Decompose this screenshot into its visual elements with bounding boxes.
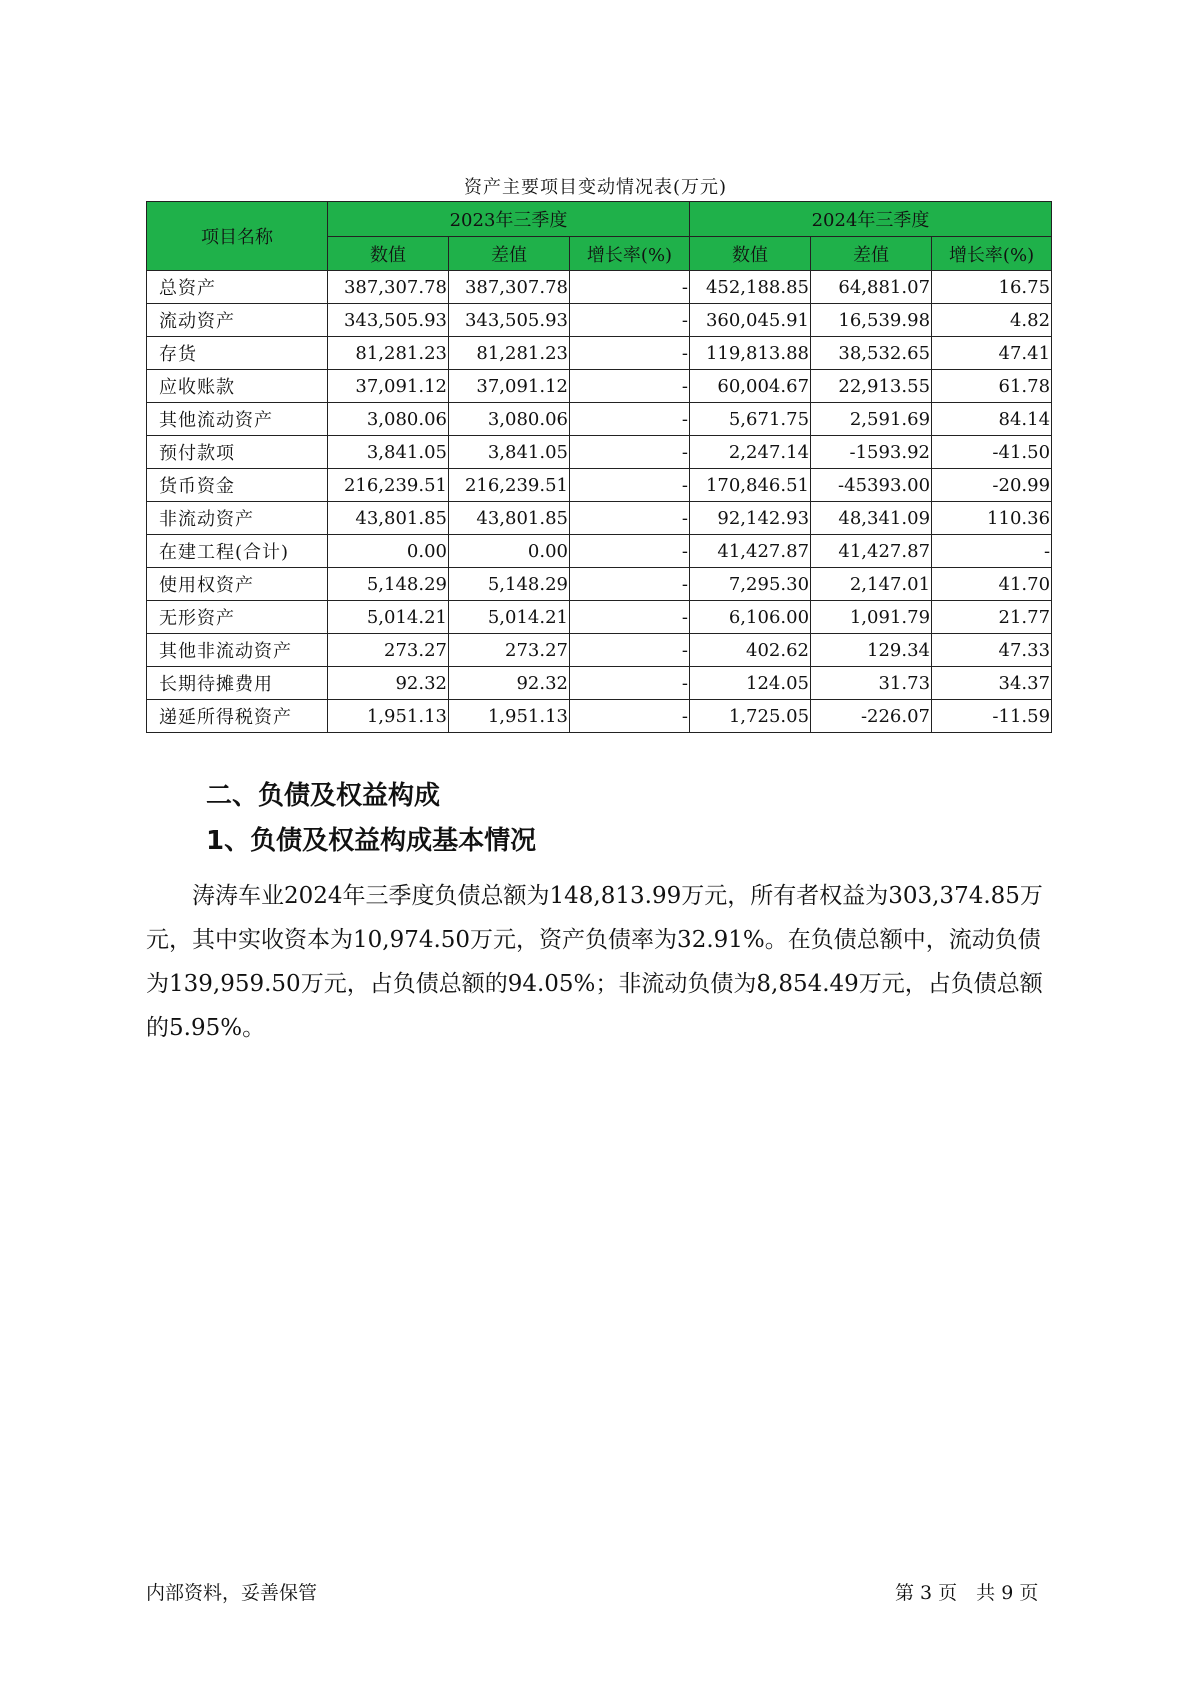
row-name: 其他非流动资产 bbox=[147, 634, 328, 667]
growth-2023: - bbox=[570, 700, 690, 733]
row-name: 总资产 bbox=[147, 271, 328, 304]
row-name: 预付款项 bbox=[147, 436, 328, 469]
table-row bbox=[147, 667, 1052, 700]
table-row bbox=[147, 601, 1052, 634]
growth-2023: - bbox=[570, 634, 690, 667]
value-2023: 92.32 bbox=[328, 667, 449, 700]
growth-2023: - bbox=[570, 403, 690, 436]
row-name: 应收账款 bbox=[147, 370, 328, 403]
value-2024: 7,295.30 bbox=[690, 568, 811, 601]
diff-2024: 2,147.01 bbox=[811, 568, 932, 601]
row-name: 存货 bbox=[147, 337, 328, 370]
diff-2023: 273.27 bbox=[449, 634, 570, 667]
diff-2024: 31.73 bbox=[811, 667, 932, 700]
growth-2024: 16.75 bbox=[932, 271, 1052, 304]
table-caption: 资产主要项目变动情况表(万元) bbox=[463, 177, 728, 198]
diff-2023: 37,091.12 bbox=[449, 370, 570, 403]
diff-2024: 41,427.87 bbox=[811, 535, 932, 568]
value-2023: 5,014.21 bbox=[328, 601, 449, 634]
header-item-name: 项目名称 bbox=[147, 202, 328, 271]
diff-2023: 343,505.93 bbox=[449, 304, 570, 337]
growth-2023: - bbox=[570, 436, 690, 469]
growth-2023: - bbox=[570, 601, 690, 634]
table-row bbox=[147, 403, 1052, 436]
diff-2024: 1,091.79 bbox=[811, 601, 932, 634]
table-row bbox=[147, 436, 1052, 469]
value-2023: 3,841.05 bbox=[328, 436, 449, 469]
header-period-2024: 2024年三季度 bbox=[690, 202, 1052, 237]
growth-2024: -41.50 bbox=[932, 436, 1052, 469]
row-name: 在建工程(合计) bbox=[147, 535, 328, 568]
diff-2024: 38,532.65 bbox=[811, 337, 932, 370]
value-2024: 124.05 bbox=[690, 667, 811, 700]
diff-2023: 81,281.23 bbox=[449, 337, 570, 370]
table-row bbox=[147, 502, 1052, 535]
growth-2024: 47.41 bbox=[932, 337, 1052, 370]
table-row bbox=[147, 535, 1052, 568]
body-paragraph-container bbox=[146, 874, 1051, 1050]
row-name: 其他流动资产 bbox=[147, 403, 328, 436]
growth-2023: - bbox=[570, 469, 690, 502]
value-2024: 92,142.93 bbox=[690, 502, 811, 535]
diff-2024: 16,539.98 bbox=[811, 304, 932, 337]
growth-2023: - bbox=[570, 337, 690, 370]
diff-2023: 43,801.85 bbox=[449, 502, 570, 535]
asset-change-table bbox=[146, 201, 1052, 733]
value-2023: 343,505.93 bbox=[328, 304, 449, 337]
table-row bbox=[147, 304, 1052, 337]
value-2024: 41,427.87 bbox=[690, 535, 811, 568]
diff-2024: 48,341.09 bbox=[811, 502, 932, 535]
diff-2023: 5,148.29 bbox=[449, 568, 570, 601]
table-row bbox=[147, 700, 1052, 733]
growth-2024: 4.82 bbox=[932, 304, 1052, 337]
growth-2023: - bbox=[570, 568, 690, 601]
growth-2024: 34.37 bbox=[932, 667, 1052, 700]
diff-2024: -45393.00 bbox=[811, 469, 932, 502]
growth-2024: 21.77 bbox=[932, 601, 1052, 634]
growth-2023: - bbox=[570, 304, 690, 337]
table-row bbox=[147, 634, 1052, 667]
growth-2024: 84.14 bbox=[932, 403, 1052, 436]
header-2024-value: 数值 bbox=[690, 237, 811, 271]
diff-2024: 129.34 bbox=[811, 634, 932, 667]
growth-2023: - bbox=[570, 535, 690, 568]
diff-2024: -226.07 bbox=[811, 700, 932, 733]
growth-2024: 110.36 bbox=[932, 502, 1052, 535]
diff-2024: 64,881.07 bbox=[811, 271, 932, 304]
diff-2024: 22,913.55 bbox=[811, 370, 932, 403]
growth-2024: 61.78 bbox=[932, 370, 1052, 403]
value-2023: 37,091.12 bbox=[328, 370, 449, 403]
table-row bbox=[147, 469, 1052, 502]
growth-2023: - bbox=[570, 667, 690, 700]
body-paragraph: 涛涛车业2024年三季度负债总额为148,813.99万元，所有者权益为303,374.85万元，其中实收资本为10,974.50万元，资产负债率为32.91%。在负债总额中，流动负债为139,959.50万元，占负债总额的94.05%；非流动负债为8,854.49万元，占负债总额的5.95%。 bbox=[146, 883, 1043, 1041]
value-2024: 5,671.75 bbox=[690, 403, 811, 436]
diff-2023: 5,014.21 bbox=[449, 601, 570, 634]
header-period-2023: 2023年三季度 bbox=[328, 202, 690, 237]
value-2023: 1,951.13 bbox=[328, 700, 449, 733]
row-name: 递延所得税资产 bbox=[147, 700, 328, 733]
diff-2024: -1593.92 bbox=[811, 436, 932, 469]
section-heading: 二、负债及权益构成 bbox=[206, 781, 441, 811]
diff-2024: 2,591.69 bbox=[811, 403, 932, 436]
value-2024: 402.62 bbox=[690, 634, 811, 667]
table-row bbox=[147, 568, 1052, 601]
header-2024-growth: 增长率(%) bbox=[932, 237, 1052, 271]
row-name: 使用权资产 bbox=[147, 568, 328, 601]
diff-2023: 216,239.51 bbox=[449, 469, 570, 502]
table-row bbox=[147, 271, 1052, 304]
value-2024: 2,247.14 bbox=[690, 436, 811, 469]
value-2023: 3,080.06 bbox=[328, 403, 449, 436]
footer-confidential-note: 内部资料，妥善保管 bbox=[146, 1582, 318, 1604]
table-row bbox=[147, 370, 1052, 403]
growth-2024: 41.70 bbox=[932, 568, 1052, 601]
row-name: 流动资产 bbox=[147, 304, 328, 337]
value-2024: 60,004.67 bbox=[690, 370, 811, 403]
diff-2023: 387,307.78 bbox=[449, 271, 570, 304]
value-2024: 360,045.91 bbox=[690, 304, 811, 337]
footer-page-number: 第 3 页 共 9 页 bbox=[895, 1582, 1039, 1604]
growth-2024: -20.99 bbox=[932, 469, 1052, 502]
row-name: 无形资产 bbox=[147, 601, 328, 634]
row-name: 非流动资产 bbox=[147, 502, 328, 535]
header-2023-growth: 增长率(%) bbox=[570, 237, 690, 271]
value-2023: 216,239.51 bbox=[328, 469, 449, 502]
value-2024: 452,188.85 bbox=[690, 271, 811, 304]
header-2023-value: 数值 bbox=[328, 237, 449, 271]
table-row bbox=[147, 337, 1052, 370]
value-2024: 170,846.51 bbox=[690, 469, 811, 502]
diff-2023: 3,080.06 bbox=[449, 403, 570, 436]
growth-2023: - bbox=[570, 502, 690, 535]
row-name: 长期待摊费用 bbox=[147, 667, 328, 700]
value-2023: 81,281.23 bbox=[328, 337, 449, 370]
header-2023-diff: 差值 bbox=[449, 237, 570, 271]
growth-2023: - bbox=[570, 271, 690, 304]
value-2023: 0.00 bbox=[328, 535, 449, 568]
diff-2023: 1,951.13 bbox=[449, 700, 570, 733]
value-2023: 5,148.29 bbox=[328, 568, 449, 601]
diff-2023: 0.00 bbox=[449, 535, 570, 568]
value-2024: 119,813.88 bbox=[690, 337, 811, 370]
diff-2023: 92.32 bbox=[449, 667, 570, 700]
row-name: 货币资金 bbox=[147, 469, 328, 502]
header-2024-diff: 差值 bbox=[811, 237, 932, 271]
value-2023: 387,307.78 bbox=[328, 271, 449, 304]
growth-2024: -11.59 bbox=[932, 700, 1052, 733]
diff-2023: 3,841.05 bbox=[449, 436, 570, 469]
growth-2024: 47.33 bbox=[932, 634, 1052, 667]
growth-2024: - bbox=[932, 535, 1052, 568]
value-2023: 43,801.85 bbox=[328, 502, 449, 535]
value-2024: 6,106.00 bbox=[690, 601, 811, 634]
value-2023: 273.27 bbox=[328, 634, 449, 667]
subsection-heading: 1、负债及权益构成基本情况 bbox=[206, 826, 537, 856]
value-2024: 1,725.05 bbox=[690, 700, 811, 733]
growth-2023: - bbox=[570, 370, 690, 403]
